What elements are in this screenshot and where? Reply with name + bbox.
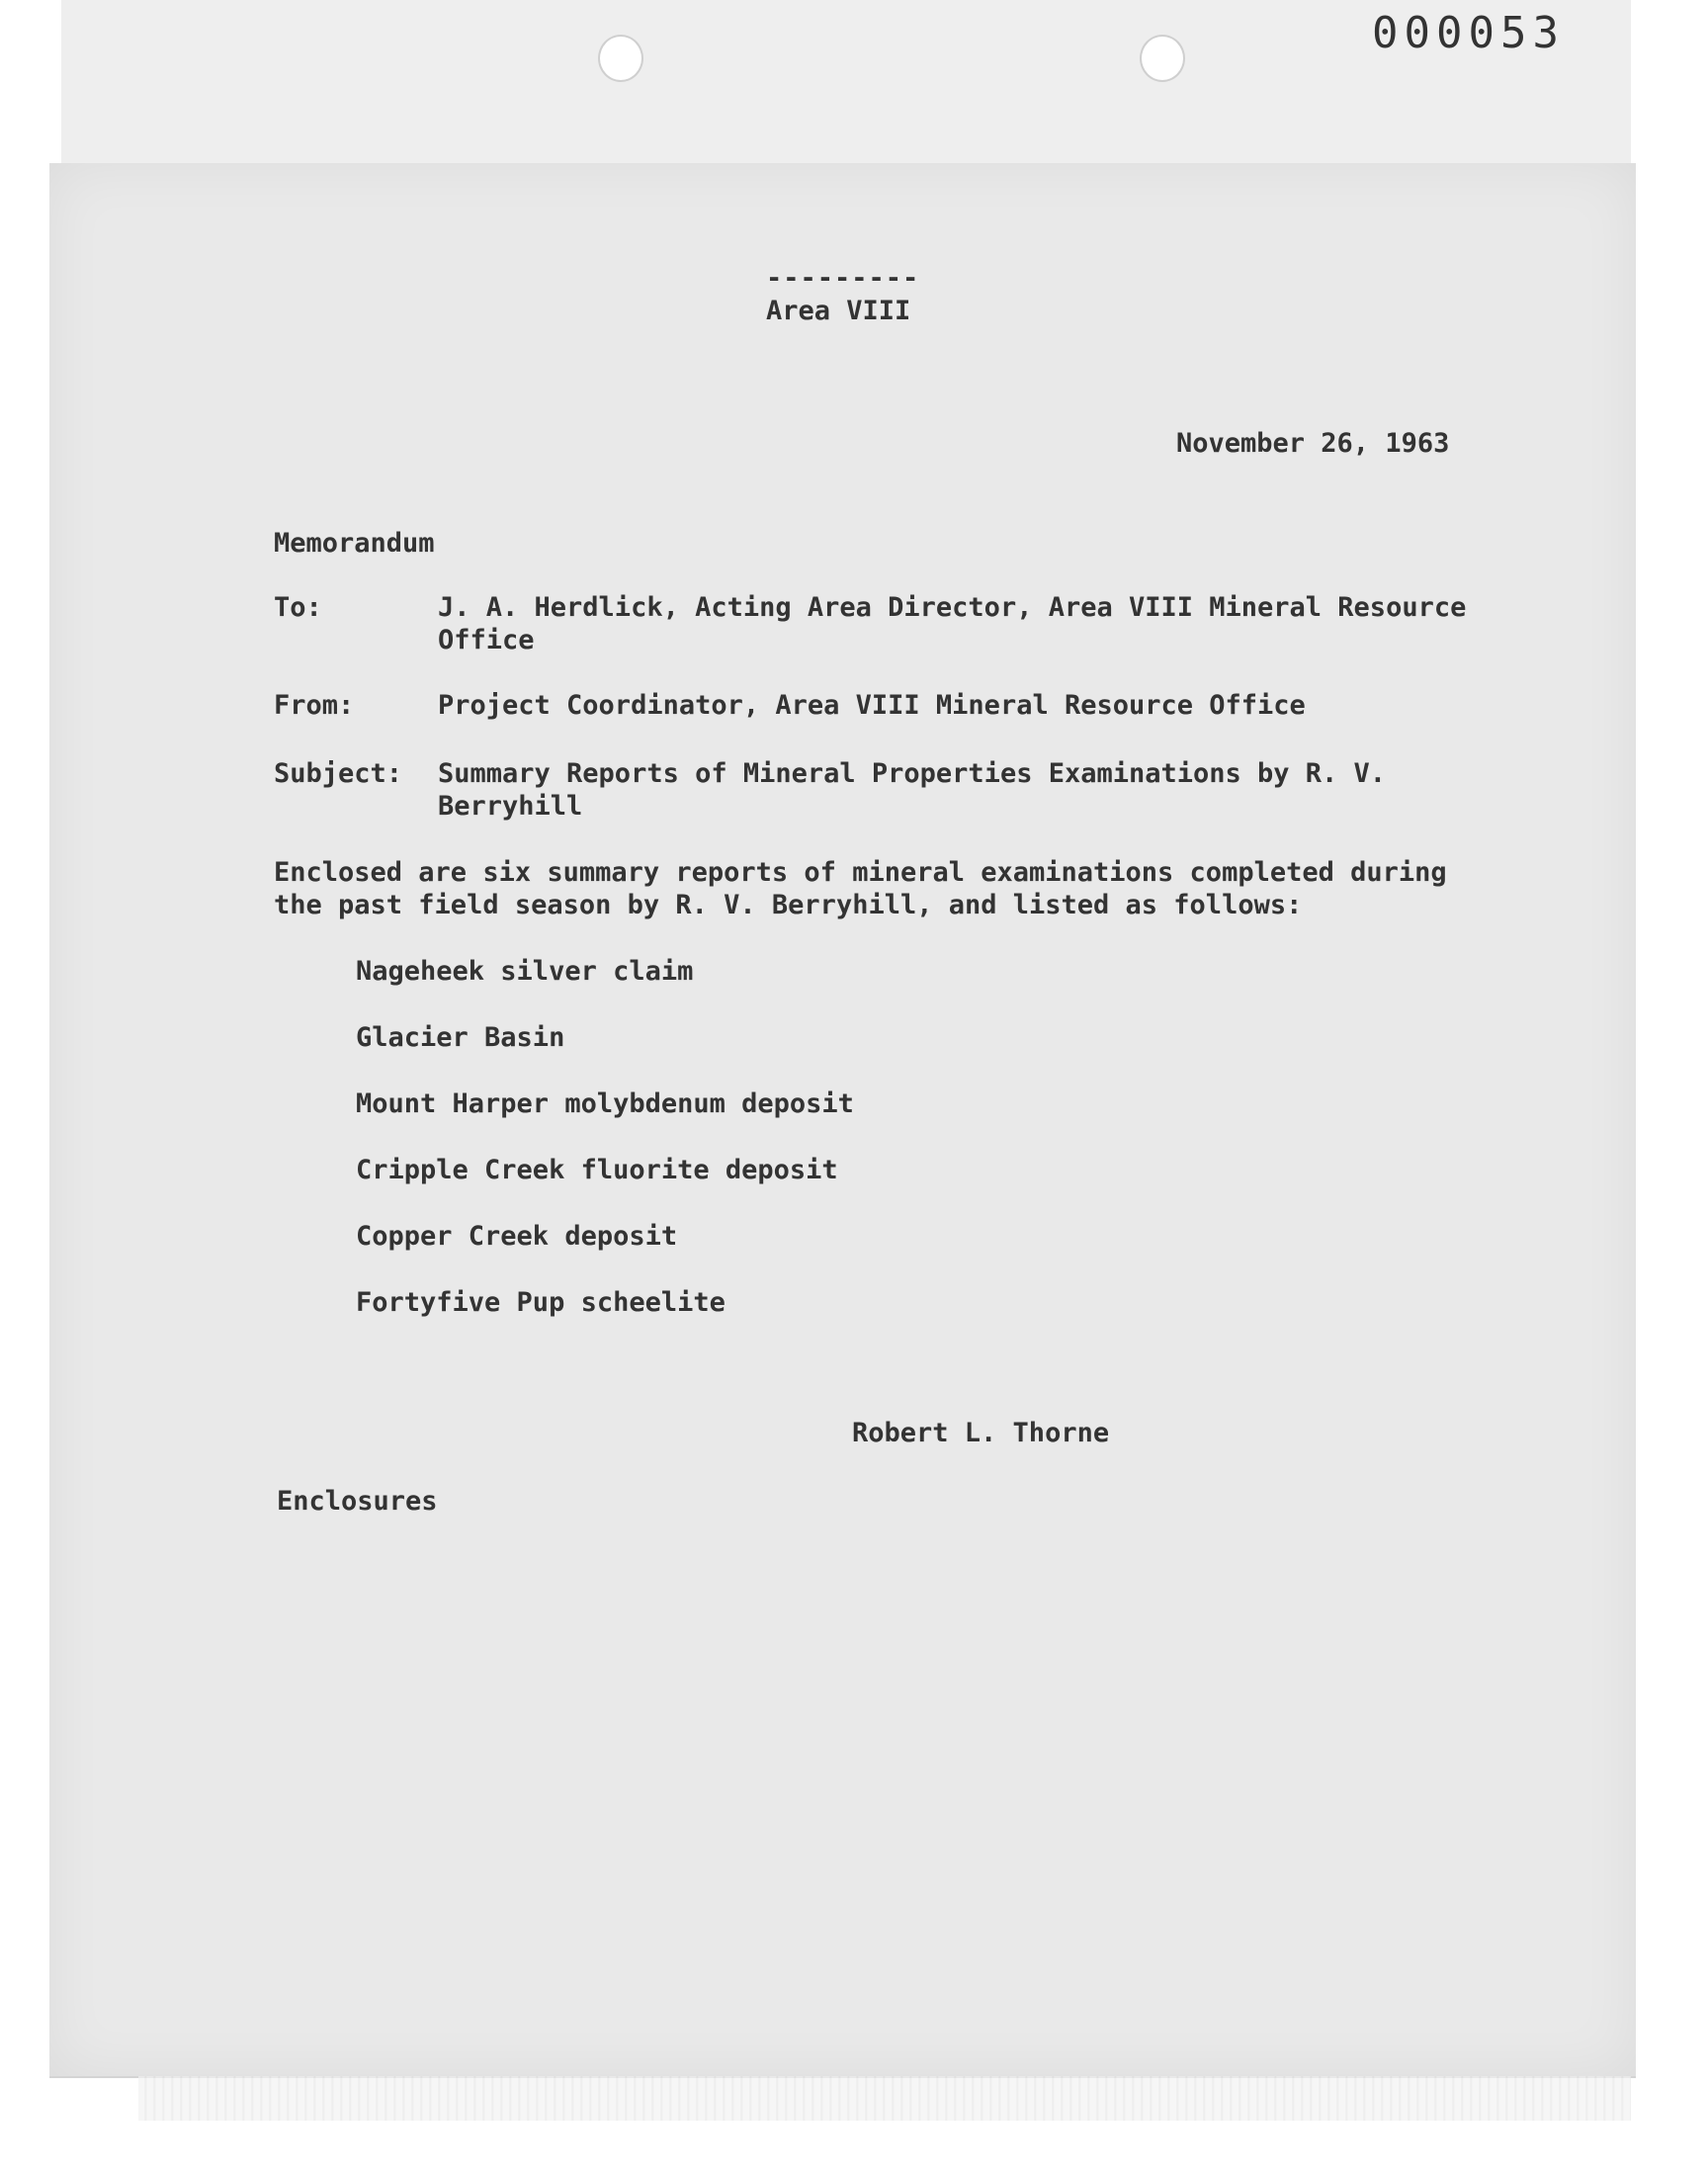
memo-date: November 26, 1963 (1176, 428, 1450, 459)
report-item: Fortyfive Pup scheelite (356, 1287, 726, 1318)
report-item: Glacier Basin (356, 1022, 565, 1053)
enclosures-note: Enclosures (277, 1486, 438, 1517)
to-value (438, 591, 1466, 656)
to-line-2: Office (438, 625, 535, 655)
paper-bottom-edge (138, 2076, 1631, 2121)
report-item: Mount Harper molybdenum deposit (356, 1088, 854, 1119)
heading-area: Area VIII (766, 296, 911, 326)
document-number: 000053 (1372, 8, 1565, 58)
punch-hole-left (598, 35, 643, 82)
report-item: Nageheek silver claim (356, 956, 694, 987)
subject-line-1: Summary Reports of Mineral Properties Examinations by R. V. (438, 758, 1387, 789)
body-line-2: the past field season by R. V. Berryhill, and listed as follows: (274, 890, 1303, 920)
report-item: Cripple Creek fluorite deposit (356, 1155, 838, 1185)
body-line-1: Enclosed are six summary reports of mineral examinations completed during (274, 857, 1447, 888)
from-value: Project Coordinator, Area VIII Mineral Resource Office (438, 690, 1306, 721)
from-label: From: (274, 690, 355, 721)
punch-hole-right (1140, 35, 1185, 82)
memo-body (274, 856, 1447, 921)
heading-dashes: --------- (766, 263, 920, 294)
memo-type: Memorandum (274, 528, 435, 559)
to-label: To: (274, 592, 322, 623)
subject-value (438, 757, 1386, 823)
subject-label: Subject: (274, 758, 403, 789)
to-line-1: J. A. Herdlick, Acting Area Director, Area VIII Mineral Resource (438, 592, 1467, 623)
report-item: Copper Creek deposit (356, 1221, 678, 1252)
subject-line-2: Berryhill (438, 791, 583, 822)
signature: Robert L. Thorne (852, 1418, 1110, 1448)
